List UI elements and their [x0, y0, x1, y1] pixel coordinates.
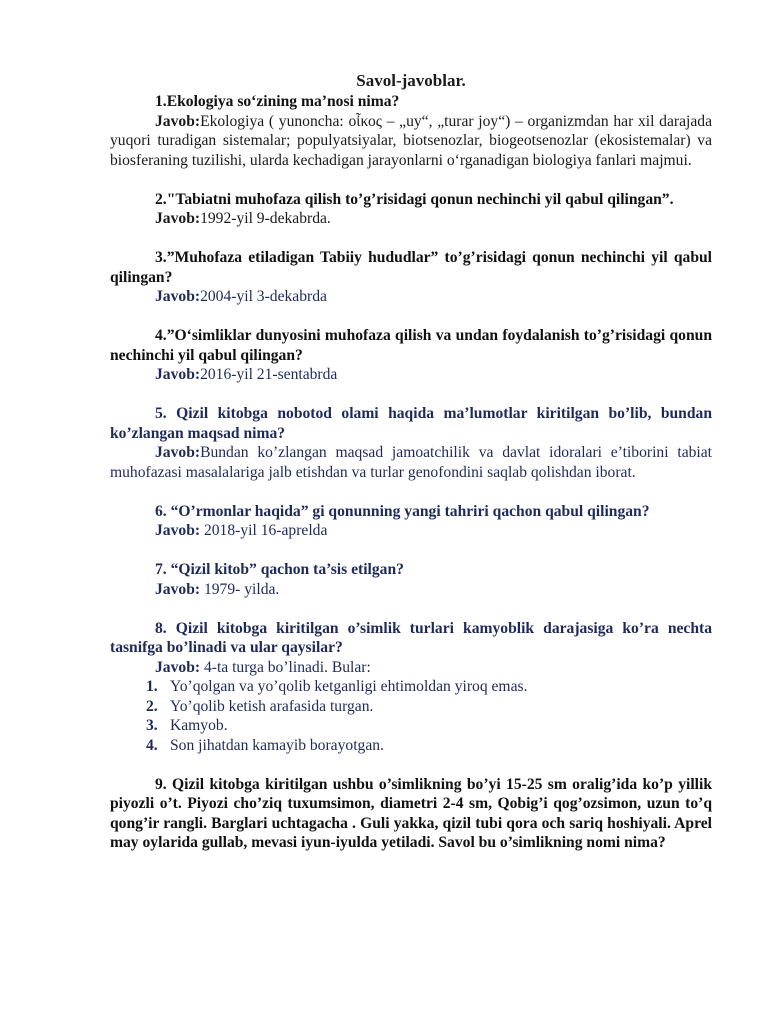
answer-2	[110, 209, 712, 229]
list-item	[110, 716, 712, 736]
answer-3	[110, 287, 712, 307]
question-1: 1.Ekologiya so‘zining ma’nosi nima?	[155, 93, 400, 110]
page-title: Savol-javoblar.	[356, 71, 466, 90]
answer-text: 2018-yil 16-aprelda	[200, 522, 328, 539]
answer-1	[110, 112, 712, 171]
question-2: 2."Tabiatni muhofaza qilish to’g’risidagi qonun nechinchi yil qabul qilingan”.	[155, 190, 674, 208]
answer-4	[110, 365, 712, 385]
answer-6	[110, 521, 712, 541]
answer-label: Javob:	[155, 288, 201, 305]
answer-label: Javob:	[155, 210, 201, 227]
list-text: Kamyob.	[170, 717, 228, 734]
category-list	[110, 677, 712, 755]
answer-label: Javob:	[155, 522, 201, 539]
list-item	[110, 677, 712, 697]
list-number: 4.	[146, 736, 158, 754]
list-number: 1.	[146, 678, 158, 695]
list-item	[110, 697, 712, 717]
answer-text: 1992-yil 9-dekabrda.	[200, 210, 331, 227]
list-text: Yo’qolgan va yo’qolib ketganligi ehtimoldan yiroq emas.	[170, 678, 528, 695]
answer-label: Javob:	[155, 658, 201, 676]
answer-label: Javob:	[155, 444, 201, 461]
answer-text: Ekologiya ( yunoncha: οἶκος – „uy“, „turar joy“) – organizmdan har xil darajada yuqori turadigan sistemalar; populyatsiyalar, biotsenozlar, biogeotsenozlar (ekosistemalar) va biosferaning tuzilishi, ularda kechadigan jarayonlarni o‘rganadigan biologiya fanlari majmui.	[110, 112, 712, 169]
answer-text: Bundan ko’zlangan maqsad jamoatchilik va davlat idoralari e’tiborini tabiat muhofazasi masalalariga jalb etishdan va turlar genofondini saqlab qolishdan iborat.	[110, 444, 712, 481]
answer-text: 2016-yil 21-sentabrda	[200, 366, 338, 383]
document-body	[110, 70, 712, 853]
answer-7	[110, 580, 712, 600]
list-text: Yo’qolib ketish arafasida turgan.	[170, 697, 374, 715]
list-text: Son jihatdan kamayib borayotgan.	[170, 736, 384, 754]
question-7: 7. “Qizil kitob” qachon ta’sis etilgan?	[155, 561, 404, 578]
answer-5	[110, 443, 712, 482]
question-4: 4.”O‘simliklar dunyosini muhofaza qilish va undan foydalanish to’g’risidagi qonun nechinchi yil qabul qilingan?	[110, 327, 712, 364]
list-item	[110, 736, 712, 756]
answer-text: 1979- yilda.	[200, 580, 280, 598]
list-number: 3.	[146, 717, 158, 734]
answer-text: 4-ta turga bo’linadi. Bular:	[200, 658, 371, 676]
question-9: 9. Qizil kitobga kiritilgan ushbu o’simlikning bo’yi 15-25 sm oralig’ida ko’p yillik piyozli o’t. Piyozi cho’ziq tuxumsimon, diametri 2-4 sm, Qobig’i qog’ozsimon, uzun to’q qong’ir rangli. Barglari uchtagacha . Guli yakka, qizil tubi qora och sariq hoshiyali. Aprel may oylarida gullab, mevasi iyun-iyulda yetiladi. Savol bu o’simlikning nomi nima?	[110, 775, 712, 851]
answer-text: 2004-yil 3-dekabrda	[200, 288, 327, 305]
answer-8	[110, 658, 712, 678]
question-8: 8. Qizil kitobga kiritilgan o’simlik turlari kamyoblik darajasiga ko’ra nechta tasnifga bo’linadi va ular qaysilar?	[110, 619, 712, 656]
answer-label: Javob:	[155, 366, 201, 383]
answer-label: Javob:	[155, 112, 201, 130]
list-number: 2.	[146, 697, 158, 715]
question-6: 6. “O’rmonlar haqida” gi qonunning yangi tahriri qachon qabul qilingan?	[155, 502, 650, 520]
answer-label: Javob:	[155, 580, 201, 598]
question-5: 5. Qizil kitobga nobotod olami haqida ma’lumotlar kiritilgan bo’lib, bundan ko’zlangan maqsad nima?	[110, 405, 712, 442]
question-3: 3.”Muhofaza etiladigan Tabiiy hududlar” to’g’risidagi qonun nechinchi yil qabul qilingan?	[110, 249, 712, 286]
